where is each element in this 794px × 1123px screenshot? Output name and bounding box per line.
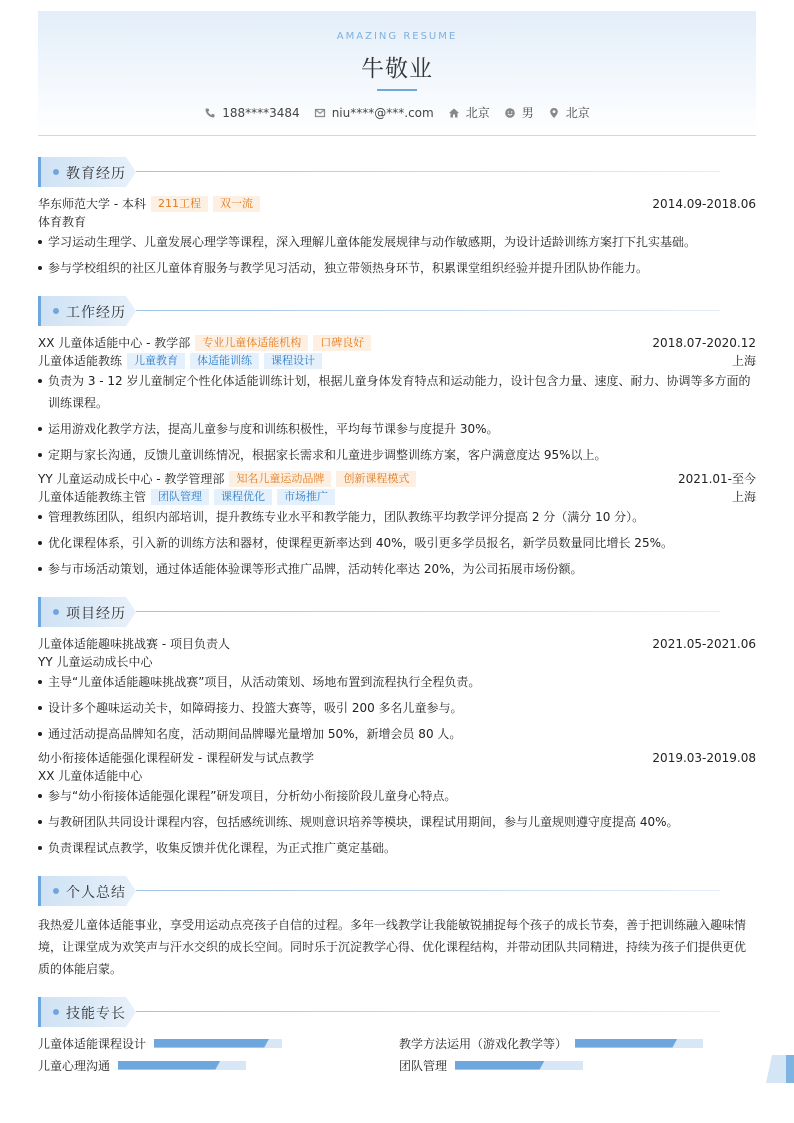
school-name: 华东师范大学 - 本科 — [38, 197, 146, 211]
skill-bar — [455, 1061, 583, 1070]
skill-fill — [575, 1039, 677, 1048]
job-period: 2018.07-2020.12 — [652, 336, 756, 350]
section-summary — [38, 876, 756, 906]
project-name: 幼小衔接体适能强化课程研发 - 课程研发与试点教学 — [38, 751, 314, 765]
contact-gender — [504, 104, 534, 121]
skill-name: 团队管理 — [399, 1058, 448, 1073]
role-tag: 课程设计 — [264, 353, 322, 369]
location-pin-icon — [548, 107, 560, 119]
hometown-text: 北京 — [465, 106, 490, 120]
section-dot — [53, 308, 59, 314]
location-text: 北京 — [565, 106, 590, 120]
job-role-row — [38, 353, 756, 369]
candidate-name: 牛敬业 — [361, 56, 433, 82]
mail-icon — [314, 107, 326, 119]
job-company-row — [38, 335, 756, 351]
skill-bar — [154, 1039, 282, 1048]
skill-fill — [455, 1061, 545, 1070]
section-education — [38, 157, 756, 187]
smile-icon — [504, 107, 516, 119]
job-bullet: 优化课程体系，引入新的训练方法和器材，使课程更新率达到 40%，吸引更多学员报名，新学员数量同比增长 25%。 — [38, 532, 756, 554]
section-dot — [53, 609, 59, 615]
section-title: 技能专长 — [66, 1006, 126, 1022]
resume-header — [38, 11, 756, 136]
education-bullet: 学习运动生理学、儿童发展心理学等课程，深入理解儿童体能发展规律与动作敏感期，为设计适龄训练方案打下扎实基础。 — [38, 231, 756, 253]
job-bullet: 参与市场活动策划，通过体适能体验课等形式推广品牌，活动转化率达 20%，为公司拓展市场份额。 — [38, 558, 756, 580]
header-subtitle: AMAZING RESUME — [336, 31, 458, 42]
role-tag: 课程优化 — [214, 489, 272, 505]
project-bullet: 负责课程试点教学，收集反馈并优化课程，为正式推广奠定基础。 — [38, 837, 756, 859]
job-company-row — [38, 471, 756, 487]
skill-fill — [154, 1039, 269, 1048]
section-dot — [53, 169, 59, 175]
job-company: YY 儿童运动成长中心 - 教学管理部 — [38, 472, 225, 486]
section-work — [38, 296, 756, 326]
phone-text: 188****3484 — [222, 105, 300, 120]
name-underline — [377, 89, 417, 91]
role-tag: 市场推广 — [277, 489, 335, 505]
project-bullet: 参与“幼小衔接体适能强化课程”研发项目，分析幼小衔接阶段儿童身心特点。 — [38, 785, 756, 807]
project-period: 2019.03-2019.08 — [652, 751, 756, 765]
contact-hometown — [448, 104, 490, 121]
skill-item — [38, 1035, 282, 1051]
project-org: YY 儿童运动成长中心 — [38, 655, 153, 669]
section-divider — [136, 310, 720, 311]
job-period: 2021.01-至今 — [678, 472, 756, 486]
project-bullet: 主导“儿童体适能趣味挑战赛”项目，从活动策划、场地布置到流程执行全程负责。 — [38, 671, 756, 693]
skill-bar — [575, 1039, 703, 1048]
education-major-row — [38, 214, 756, 230]
section-skills — [38, 997, 756, 1027]
skill-name: 儿童体适能课程设计 — [38, 1036, 147, 1051]
email-text: niu****@***.com — [331, 105, 434, 120]
skill-name: 教学方法运用（游戏化教学等） — [399, 1036, 568, 1051]
company-tag: 知名儿童运动品牌 — [229, 471, 331, 487]
skill-fill — [118, 1061, 220, 1070]
role-tag: 团队管理 — [151, 489, 209, 505]
section-title: 个人总结 — [66, 885, 126, 901]
project-period: 2021.05-2021.06 — [652, 637, 756, 651]
contact-location — [548, 104, 590, 121]
job-bullet: 定期与家长沟通，反馈儿童训练情况，根据家长需求和儿童进步调整训练方案，客户满意度达 95%以上。 — [38, 444, 756, 466]
company-tag: 口碑良好 — [313, 335, 371, 351]
summary-text: 我热爱儿童体适能事业，享受用运动点亮孩子自信的过程。多年一线教学让我能敏锐捕捉每个孩子的成长节奏，善于把训练融入趣味情境，让课堂成为欢笑声与汗水交织的成长空间。同时乐于沉淀教学心得、优化课程结构，并带动团队共同精进，持续为孩子们提供更优质的体能启蒙。 — [38, 918, 747, 976]
job-company: XX 儿童体适能中心 - 教学部 — [38, 336, 191, 350]
job-role: 儿童体适能教练 — [38, 354, 123, 368]
section-divider — [136, 890, 720, 891]
company-tag: 创新课程模式 — [336, 471, 416, 487]
section-divider — [136, 611, 720, 612]
project-org: XX 儿童体适能中心 — [38, 769, 143, 783]
section-title: 项目经历 — [66, 606, 126, 622]
phone-icon — [204, 107, 216, 119]
role-tag: 体适能训练 — [190, 353, 259, 369]
job-bullet: 运用游戏化教学方法，提高儿童参与度和训练积极性，平均每节课参与度提升 30%。 — [38, 418, 756, 440]
project-bullet: 与教研团队共同设计课程内容，包括感统训练、规则意识培养等模块，课程试用期间，参与儿童规则遵守度提高 40%。 — [38, 811, 756, 833]
project-org-row — [38, 654, 756, 670]
contact-bar — [38, 104, 756, 121]
education-major: 体育教育 — [38, 215, 87, 229]
contact-phone — [204, 104, 299, 121]
home-icon — [448, 107, 460, 119]
job-role-row — [38, 489, 756, 505]
job-bullet: 管理教练团队，组织内部培训，提升教练专业水平和教学能力，团队教练平均教学评分提高 2 分（满分 10 分）。 — [38, 506, 756, 528]
section-divider — [136, 1011, 720, 1012]
education-period: 2014.09-2018.06 — [652, 197, 756, 211]
skill-name: 儿童心理沟通 — [38, 1058, 111, 1073]
page-corner-decoration — [766, 1055, 794, 1083]
skill-item — [38, 1057, 246, 1073]
job-city: 上海 — [731, 490, 756, 504]
section-title: 教育经历 — [66, 166, 126, 182]
project-row — [38, 750, 756, 766]
education-row — [38, 196, 756, 212]
skill-bar — [118, 1061, 246, 1070]
job-city: 上海 — [731, 354, 756, 368]
company-tag: 专业儿童体适能机构 — [195, 335, 308, 351]
project-org-row — [38, 768, 756, 784]
project-bullet: 通过活动提高品牌知名度，活动期间品牌曝光量增加 50%，新增会员 80 人。 — [38, 723, 756, 745]
contact-email — [314, 104, 434, 121]
job-role: 儿童体适能教练主管 — [38, 490, 147, 504]
skill-item — [399, 1057, 583, 1073]
section-title: 工作经历 — [66, 305, 126, 321]
project-row — [38, 636, 756, 652]
school-tag: 双一流 — [213, 196, 260, 212]
project-name: 儿童体适能趣味挑战赛 - 项目负责人 — [38, 637, 230, 651]
section-dot — [53, 888, 59, 894]
section-divider — [136, 171, 720, 172]
gender-text: 男 — [521, 106, 534, 120]
school-tag: 211工程 — [151, 196, 208, 212]
job-bullet: 负责为 3 - 12 岁儿童制定个性化体适能训练计划，根据儿童身体发育特点和运动能力，设计包含力量、速度、耐力、协调等多方面的训练课程。 — [38, 370, 756, 414]
skill-item — [399, 1035, 703, 1051]
education-bullet: 参与学校组织的社区儿童体育服务与教学见习活动，独立带领热身环节，积累课堂组织经验并提升团队协作能力。 — [38, 257, 756, 279]
project-bullet: 设计多个趣味运动关卡，如障碍接力、投篮大赛等，吸引 200 多名儿童参与。 — [38, 697, 756, 719]
section-projects — [38, 597, 756, 627]
role-tag: 儿童教育 — [127, 353, 185, 369]
section-dot — [53, 1009, 59, 1015]
